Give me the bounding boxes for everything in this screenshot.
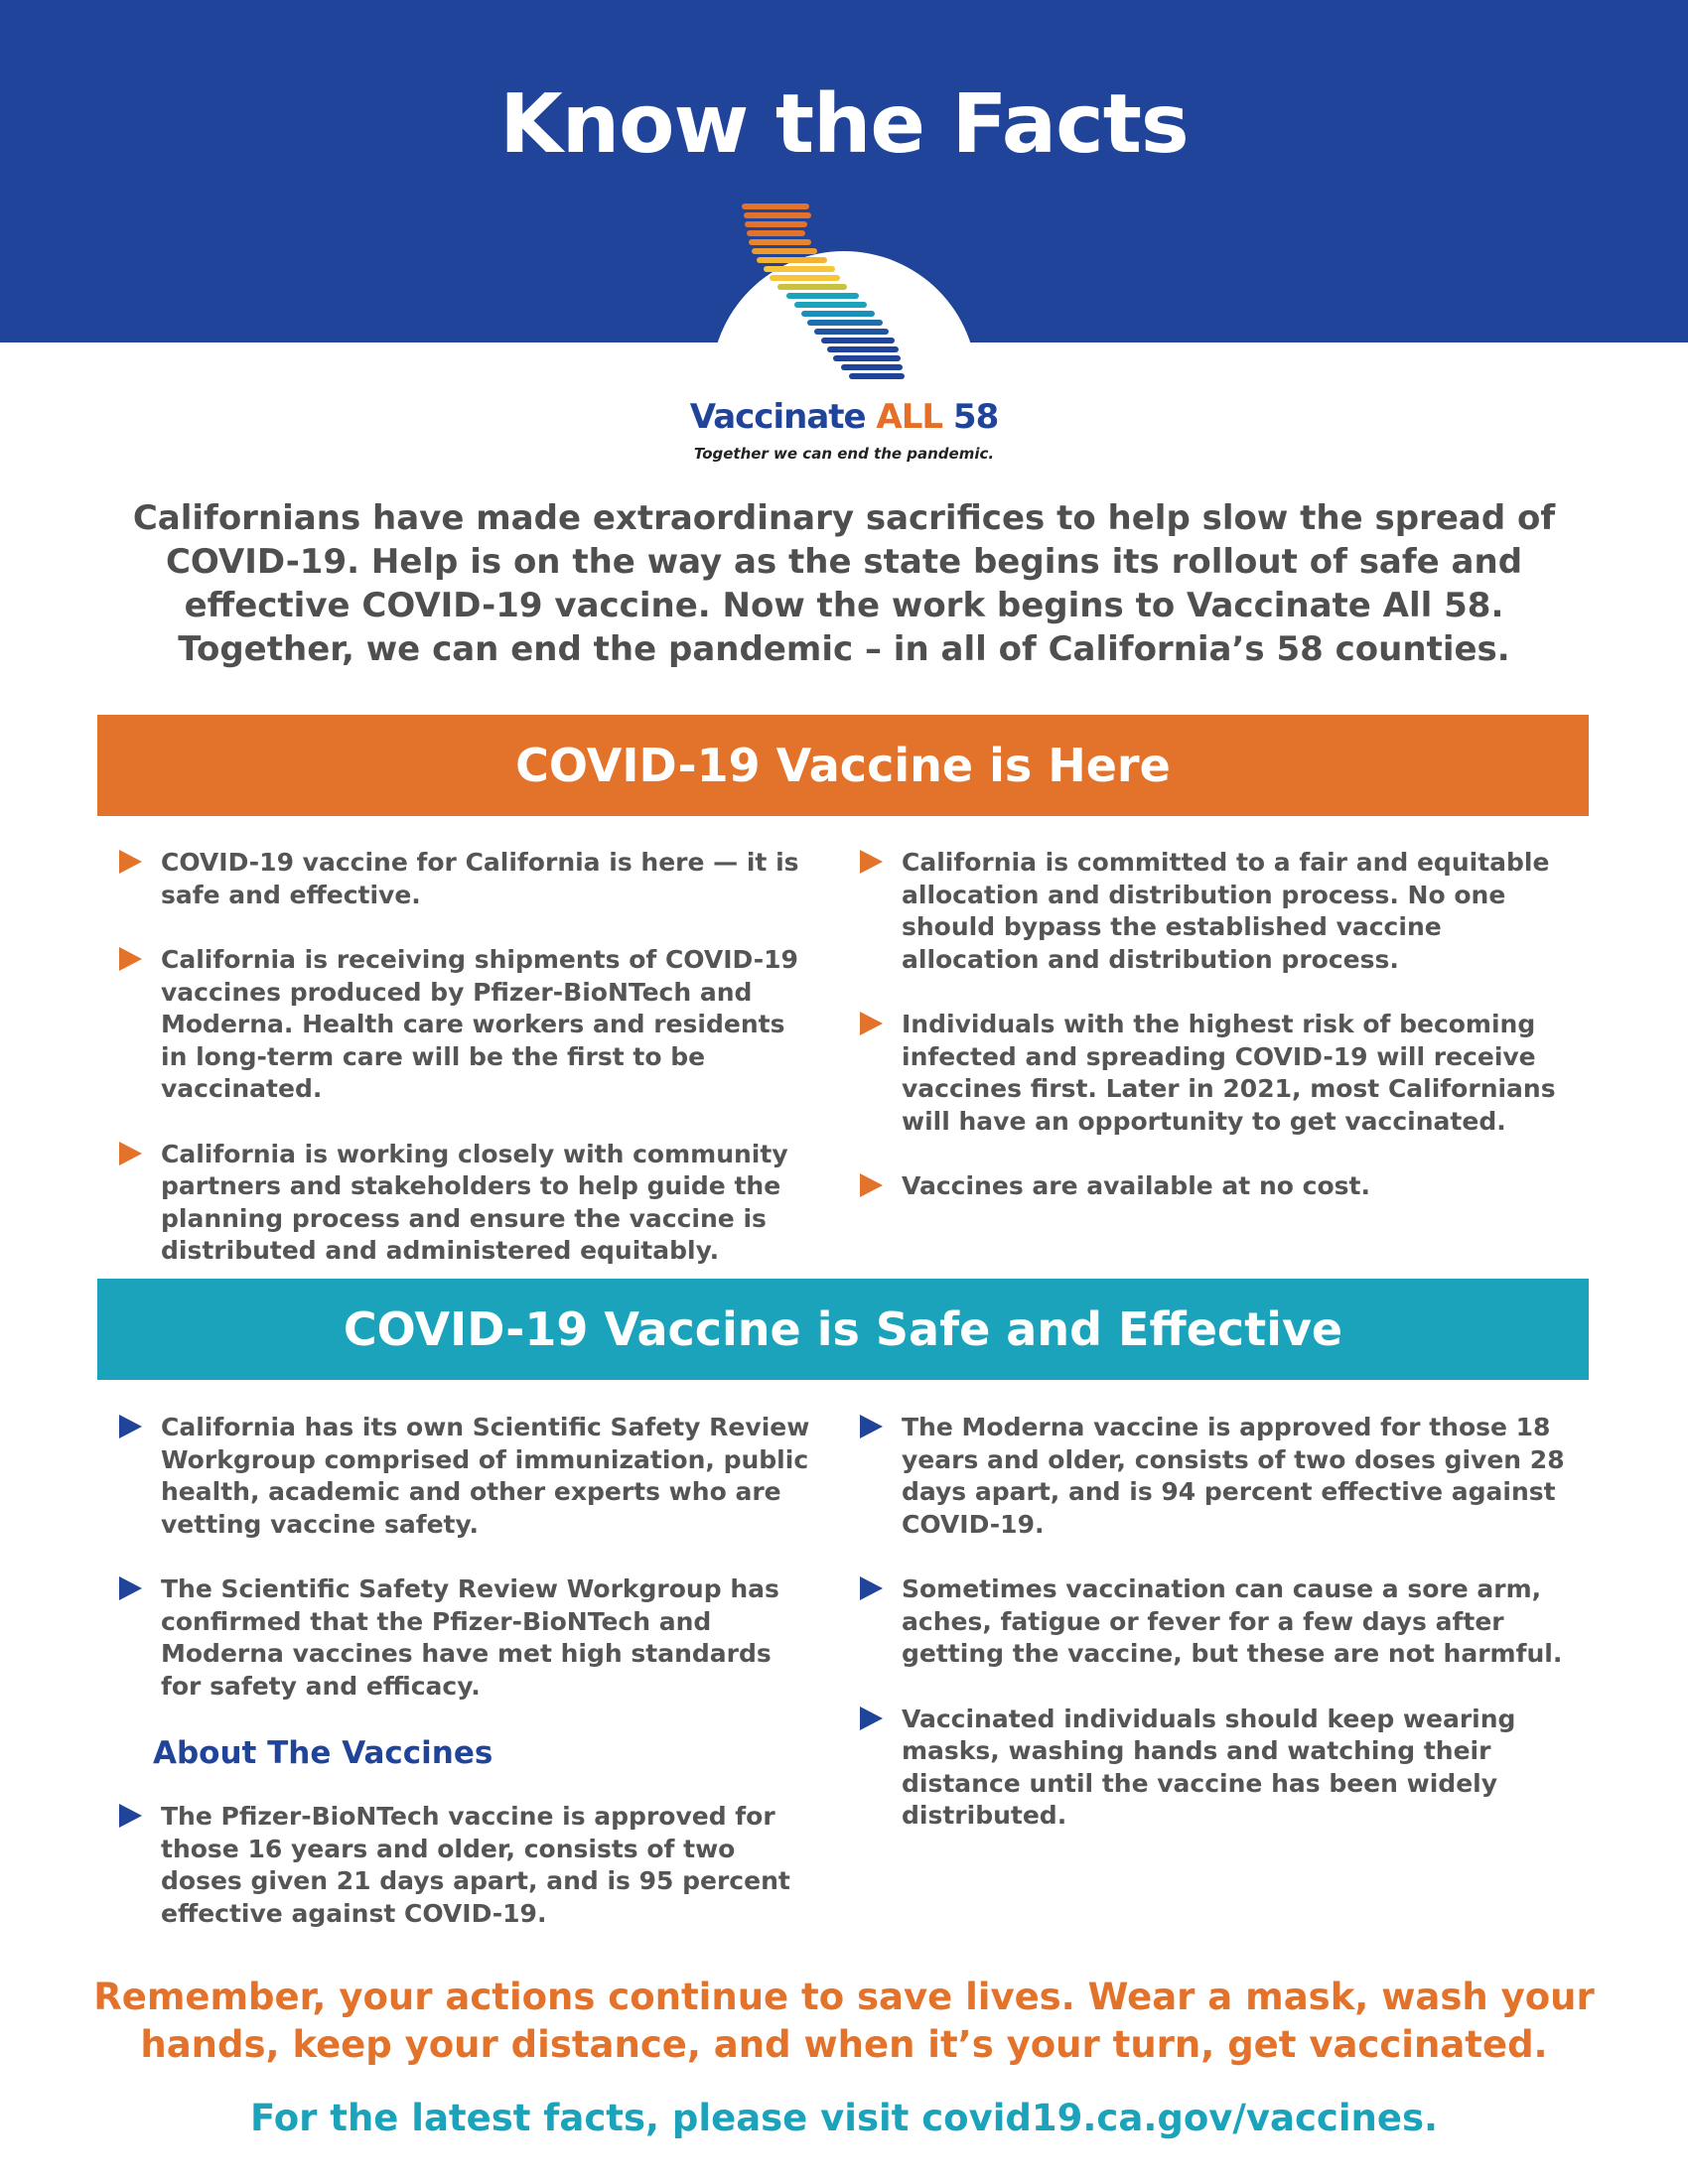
bullet-text: Vaccines are available at no cost. (902, 1171, 1370, 1200)
section2-right-column (860, 1412, 1585, 1865)
bullet-text: California has its own Scientific Safety Review Workgroup comprised of immunization, public health, academic and other experts who are vetting vaccine safety. (161, 1413, 810, 1539)
arrow-bullet-icon (860, 1415, 883, 1438)
intro-paragraph: Californians have made extraordinary sacrifices to help slow the spread of COVID-19. Help is on the way as the state begins its rollout of safe and effective COVID-19 vaccine. Now the work begins to Vaccinate All 58. Together, we can end the pandemic – in all of California’s 58 counties. (132, 498, 1556, 669)
about-vaccines-subheading: About The Vaccines (153, 1735, 493, 1771)
arrow-bullet-icon (119, 1142, 142, 1165)
section2-left-column (119, 1412, 814, 1963)
bullet-text: Sometimes vaccination can cause a sore arm, aches, fatigue or fever for a few days after getting the vaccine, but these are not harmful. (902, 1574, 1563, 1668)
arrow-bullet-icon (860, 1706, 883, 1730)
list-item (119, 1139, 804, 1268)
list-item (119, 1573, 814, 1703)
arrow-bullet-icon (119, 1415, 142, 1438)
bullet-text: The Moderna vaccine is approved for those 18 years and older, consists of two doses given 28 days apart, and is 94 percent effective against COVID-19. (902, 1413, 1565, 1539)
arrow-bullet-icon (860, 850, 883, 874)
list-item (860, 847, 1575, 976)
arrow-bullet-icon (119, 850, 142, 874)
arrow-bullet-icon (860, 1173, 883, 1197)
section1-right-column (860, 847, 1575, 1236)
list-item (119, 847, 804, 911)
bullet-text: California is committed to a fair and equitable allocation and distribution process. No one should bypass the established vaccine allocation and distribution process. (902, 848, 1550, 974)
logo-wordmark-main: Vaccinate (689, 397, 877, 437)
list-item (860, 1704, 1585, 1833)
logo-wordmark-all: ALL (876, 397, 943, 437)
logo-wordmark-number: 58 (942, 397, 999, 437)
bullet-text: California is receiving shipments of COVID-19 vaccines produced by Pfizer-BioNTech and Moderna. Health care workers and residents in long-term care will be the first to be vaccinated. (161, 945, 798, 1103)
remember-message: Remember, your actions continue to save lives. Wear a mask, wash your hands, keep your distance, and when it’s your turn, get vaccinated. (93, 1976, 1595, 2066)
arrow-bullet-icon (860, 1576, 883, 1600)
bullet-text: Individuals with the highest risk of becoming infected and spreading COVID-19 will receive vaccines first. Later in 2021, most Californians will have an opportunity to get vaccinated. (902, 1010, 1556, 1136)
list-item (860, 1009, 1575, 1138)
arrow-bullet-icon (119, 1576, 142, 1600)
bullet-text: California is working closely with community partners and stakeholders to help guide the planning process and ensure the vaccine is distributed and administered equitably. (161, 1139, 788, 1265)
list-item (119, 1801, 814, 1930)
list-item (860, 1412, 1585, 1541)
bullet-text: The Pfizer-BioNTech vaccine is approved for those 16 years and older, consists of two doses given 21 days apart, and is 95 percent effective against COVID-19. (161, 1802, 790, 1928)
arrow-bullet-icon (119, 1804, 142, 1828)
logo-tagline: Together we can end the pandemic. (693, 445, 995, 463)
arrow-bullet-icon (860, 1012, 883, 1035)
list-item (860, 1170, 1575, 1203)
page-title: Know the Facts (499, 77, 1189, 172)
list-item (119, 944, 804, 1106)
logo-wordmark (0, 397, 1688, 437)
list-item (119, 1412, 814, 1541)
latest-facts-link[interactable]: For the latest facts, please visit covid19.ca.gov/vaccines. (249, 2097, 1439, 2139)
section-heading-safe-effective: COVID-19 Vaccine is Safe and Effective (97, 1279, 1589, 1380)
section-heading-vaccine-here: COVID-19 Vaccine is Here (97, 715, 1589, 816)
list-item (860, 1573, 1585, 1671)
arrow-bullet-icon (119, 947, 142, 971)
california-map-icon (735, 199, 923, 392)
bullet-text: The Scientific Safety Review Workgroup has confirmed that the Pfizer-BioNTech and Moderna vaccines have met high standards for safety and efficacy. (161, 1574, 779, 1701)
section1-left-column (119, 847, 804, 1300)
bullet-text: Vaccinated individuals should keep wearing masks, washing hands and watching their distance until the vaccine has been widely distributed. (902, 1704, 1516, 1830)
bullet-text: COVID-19 vaccine for California is here — it is safe and effective. (161, 848, 799, 909)
